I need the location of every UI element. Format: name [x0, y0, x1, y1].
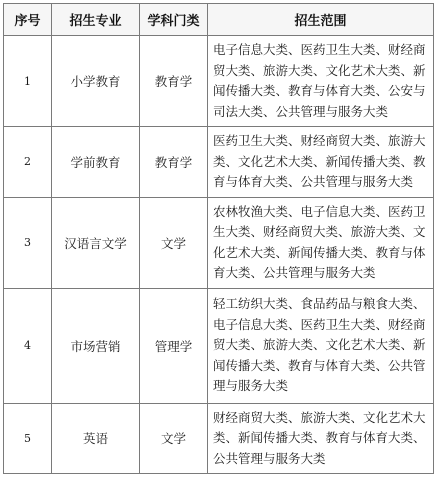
row-major: 英语	[52, 403, 140, 474]
row-index: 5	[4, 403, 52, 474]
table-row	[4, 127, 434, 198]
row-index: 4	[4, 288, 52, 403]
header-major: 招生专业	[52, 4, 140, 36]
header-category: 学科门类	[140, 4, 208, 36]
row-major: 学前教育	[52, 127, 140, 198]
table-row	[4, 403, 434, 474]
row-scope: 轻工纺织大类、食品药品与粮食大类、电子信息大类、医药卫生大类、财经商贸大类、旅游大类、文化艺术大类、新闻传播大类、教育与体育大类、公共管理与服务大类	[213, 296, 426, 394]
row-index: 3	[4, 197, 52, 288]
row-category: 教育学	[140, 36, 208, 127]
header-index: 序号	[4, 4, 52, 36]
row-scope-cell	[208, 403, 434, 474]
row-scope: 财经商贸大类、旅游大类、文化艺术大类、新闻传播大类、教育与体育大类、公共管理与服务大类	[213, 409, 426, 466]
row-scope-cell	[208, 36, 434, 127]
row-major: 市场营销	[52, 288, 140, 403]
row-scope-cell	[208, 288, 434, 403]
row-major: 汉语言文学	[52, 197, 140, 288]
row-category: 教育学	[140, 127, 208, 198]
row-major: 小学教育	[52, 36, 140, 127]
table-header	[4, 4, 434, 36]
table-row	[4, 36, 434, 127]
admission-table	[3, 3, 434, 474]
row-category: 文学	[140, 197, 208, 288]
row-scope: 医药卫生大类、财经商贸大类、旅游大类、文化艺术大类、新闻传播大类、教育与体育大类、公共管理与服务大类	[213, 133, 426, 189]
row-scope-cell	[208, 197, 434, 288]
table-row	[4, 197, 434, 288]
table-row	[4, 288, 434, 403]
header-row	[4, 4, 434, 36]
row-index: 1	[4, 36, 52, 127]
row-scope: 农林牧渔大类、电子信息大类、医药卫生大类、财经商贸大类、旅游大类、文化艺术大类、新闻传播大类、教育与体育大类、公共管理与服务大类	[213, 203, 426, 280]
row-category: 管理学	[140, 288, 208, 403]
row-category: 文学	[140, 403, 208, 474]
row-index: 2	[4, 127, 52, 198]
row-scope: 电子信息大类、医药卫生大类、财经商贸大类、旅游大类、文化艺术大类、新闻传播大类、教育与体育大类、公安与司法大类、公共管理与服务大类	[213, 42, 426, 119]
table-body	[4, 36, 434, 474]
row-scope-cell	[208, 127, 434, 198]
header-scope: 招生范围	[208, 4, 434, 36]
